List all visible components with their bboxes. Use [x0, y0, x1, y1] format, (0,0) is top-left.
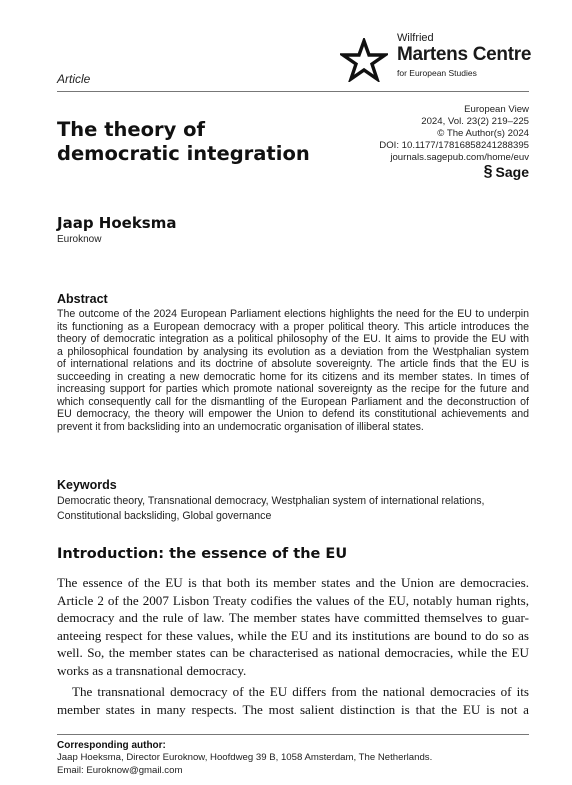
article-title — [57, 118, 310, 166]
star-logo-icon — [340, 38, 388, 82]
corresponding-email[interactable]: Email: Euroknow@gmail.com — [57, 764, 183, 776]
sage-s-icon: § — [483, 163, 493, 180]
body-line: anteeing respect for these values, while the EU and its institutions are bound to do so as — [57, 627, 529, 643]
copyright: © The Author(s) 2024 — [437, 128, 529, 140]
abstract-line: The outcome of the 2024 European Parliament elections highlights the need for the EU to underpin — [57, 308, 529, 320]
keywords-line-2: Constitutional backsliding, Global governance — [57, 509, 272, 522]
abstract-text — [57, 308, 529, 433]
title-line-2: democratic integration — [57, 142, 310, 165]
body-line: works as a transnational democracy. — [57, 662, 247, 678]
sage-logo — [484, 163, 529, 181]
abstract-line: which consequently call for the dismantling of the European Parliament and the deconstruction of — [57, 395, 529, 408]
abstract-line: increasing support for parties which promote national sovereignty as the recipe for the future and — [57, 383, 529, 396]
journal-name: European View — [464, 104, 529, 115]
title-line-1: The theory of — [57, 118, 206, 141]
martens-centre-logo — [340, 30, 540, 88]
corresponding-author-details — [57, 752, 432, 777]
abstract-heading: Abstract — [57, 292, 108, 306]
body-paragraph-1 — [57, 574, 529, 680]
body-line: The essence of the EU is that both its member states and the Union are democracies. — [57, 575, 529, 590]
journal-url[interactable]: journals.sagepub.com/home/euv — [390, 152, 529, 164]
abstract-line: a philosophical foundation by analysing its evolution as a deviation from the Westphalian system — [57, 345, 529, 358]
header-divider — [57, 91, 529, 92]
journal-volume: 2024, Vol. 23(2) 219–225 — [421, 116, 529, 128]
keywords-heading: Keywords — [57, 478, 117, 492]
doi[interactable]: DOI: 10.1177/17816858241288395 — [379, 140, 529, 152]
body-line: democracy and the rule of law. The member states have committed themselves to guar- — [57, 610, 529, 626]
abstract-line: its functioning as a European democracy with a proper political theory. This article introduces the — [57, 320, 529, 333]
abstract-line: of international relations and its doctrine of absolute sovereignty. The article finds that the EU is — [57, 358, 529, 371]
corresponding-author-heading: Corresponding author: — [57, 740, 166, 751]
logo-line-2: Martens Centre — [397, 44, 532, 65]
author-affiliation: Euroknow — [57, 234, 102, 245]
author-name: Jaap Hoeksma — [57, 214, 177, 232]
abstract-line: succeeding in creating a new democratic home for its citizens and its member states. In times of — [57, 370, 529, 383]
abstract-line: theory of democratic integration as a political philosophy of the EU. It aims to provide the EU with — [57, 333, 529, 346]
publisher-name: Sage — [495, 164, 529, 180]
abstract-line: prevent it from backsliding into an undemocratic organisation of illiberal states. — [57, 420, 424, 433]
abstract-line: EU democracy, the theory will empower the Union to defend its constitutional achievements and — [57, 408, 529, 421]
journal-metadata — [379, 104, 529, 164]
corresponding-address: Jaap Hoeksma, Director Euroknow, Hoofdweg 39 B, 1058 Amsterdam, The Netherlands. — [57, 752, 433, 763]
section-heading: Introduction: the essence of the EU — [57, 546, 348, 562]
body-line: member states in many respects. The most salient distinction is that the EU is not a — [57, 701, 529, 717]
logo-line-3: for European Studies — [397, 68, 477, 78]
body-paragraph-2 — [57, 683, 529, 718]
body-line: well. So, the member states can be characterised as national democracies, while the EU — [57, 645, 529, 661]
article-type-label: Article — [57, 72, 91, 86]
body-line: Article 2 of the 2007 Lisbon Treaty codifies the values of the EU, notably human rights, — [57, 592, 529, 608]
keywords-list — [57, 494, 484, 523]
footer-divider — [57, 734, 529, 735]
logo-line-1: Wilfried — [397, 32, 434, 44]
body-line: The transnational democracy of the EU differs from the national democracies of its — [72, 684, 529, 699]
keywords-line-1: Democratic theory, Transnational democracy, Westphalian system of international relations, — [57, 495, 485, 507]
